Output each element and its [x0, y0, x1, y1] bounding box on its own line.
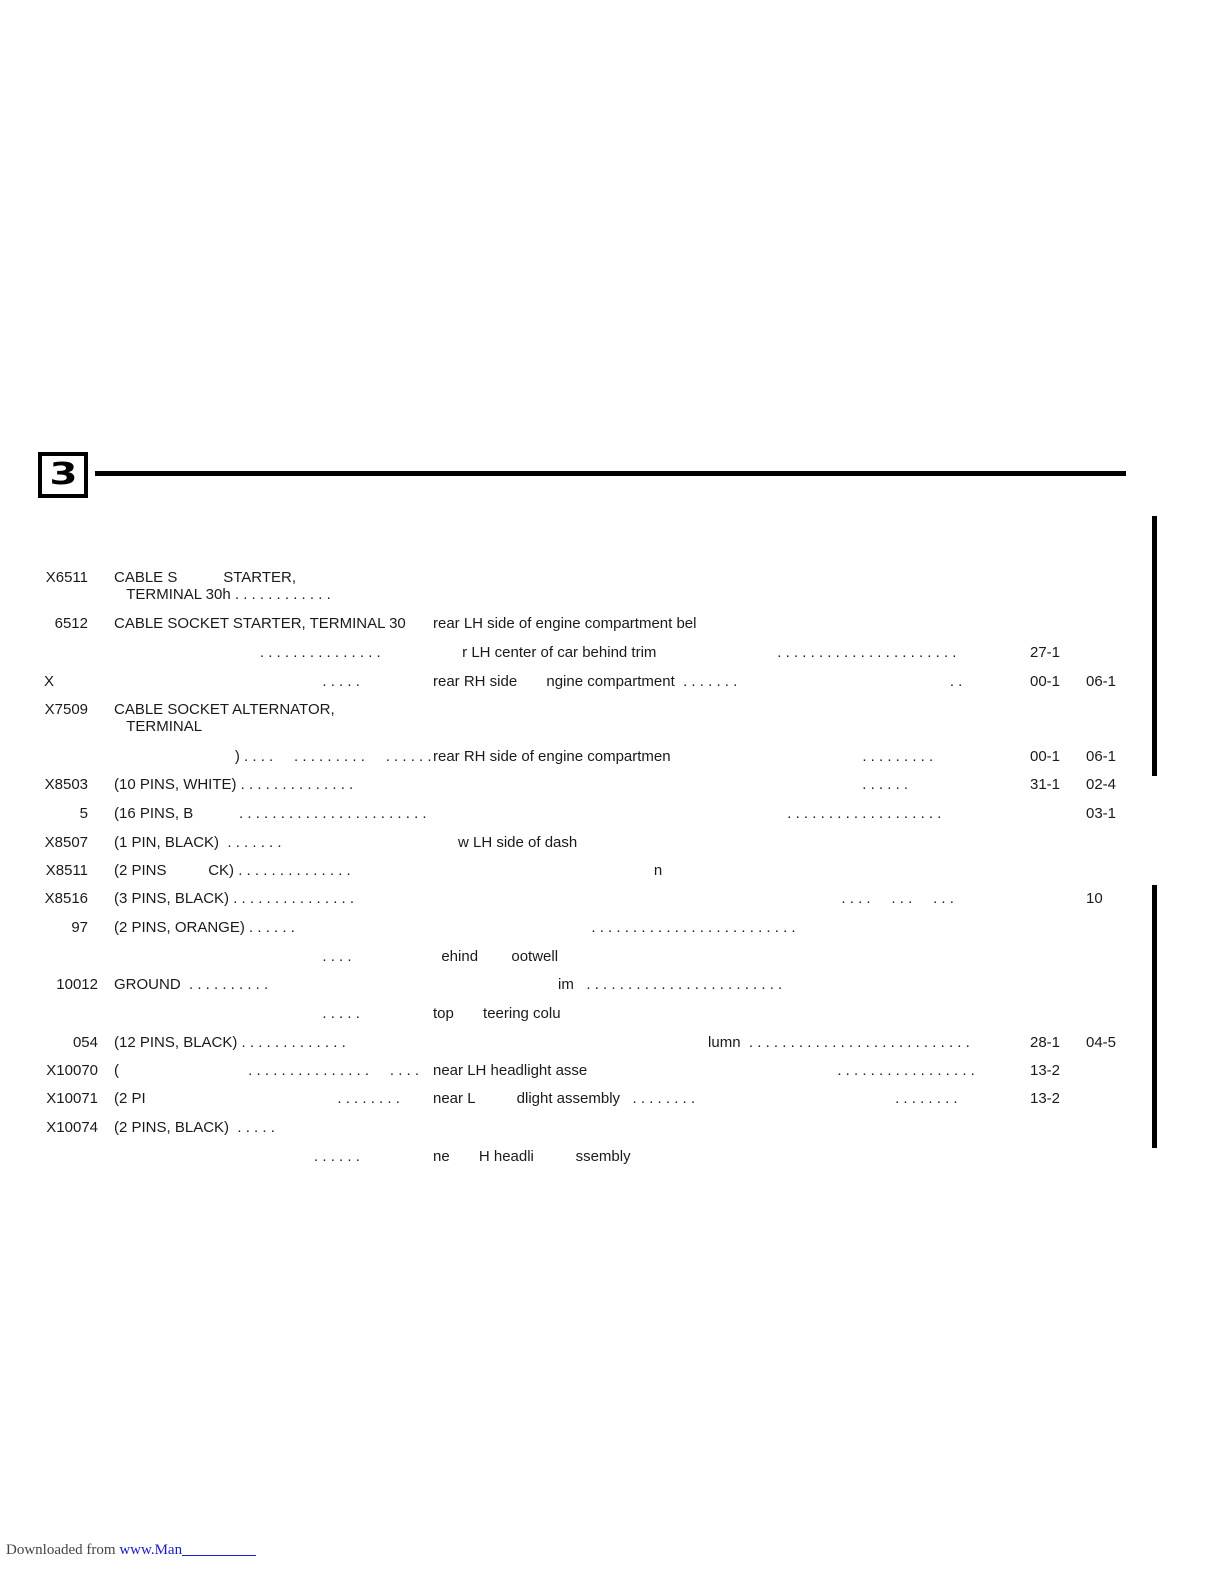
connector-code: X8503: [44, 776, 88, 793]
connector-description: (2 PINS CK) . . . . . . . . . . . . . .: [114, 862, 351, 879]
diagram-ref-2: 06-1: [1086, 673, 1117, 690]
diagram-ref-1: 13-2: [1030, 1062, 1061, 1079]
connector-location: n: [433, 862, 663, 879]
connector-location: lumn . . . . . . . . . . . . . . . . . . . . . . . . . . .: [433, 1034, 970, 1051]
connector-code: X8516: [44, 890, 88, 907]
diagram-ref-2: 03-1: [1086, 805, 1117, 822]
connector-location: near L dlight assembly . . . . . . . . . . . . . . . .: [433, 1090, 958, 1107]
connector-description: TERMINAL: [114, 718, 203, 735]
connector-code: X: [43, 673, 54, 690]
connector-code: X8507: [44, 834, 88, 851]
diagram-ref-1: 13-2: [1030, 1090, 1061, 1107]
connector-location: rear RH side of engine compartmen . . . . . . . . .: [433, 748, 934, 765]
connector-description: (3 PINS, BLACK) . . . . . . . . . . . . . . .: [114, 890, 355, 907]
connector-description: (2 PINS, BLACK) . . . . .: [114, 1119, 275, 1136]
connector-description: . . . . . .: [114, 1148, 360, 1165]
connector-location: r LH center of car behind trim . . . . . . . . . . . . . . . . . . . . . .: [433, 644, 957, 661]
connector-code: X10074: [46, 1119, 98, 1136]
connector-location: . . . . . . . . . . . . . . . . . . . . . . . . .: [433, 919, 796, 936]
diagram-ref-1: 28-1: [1030, 1034, 1061, 1051]
diagram-ref-2: 10: [1086, 890, 1103, 907]
connector-location: . . . . . .: [433, 776, 909, 793]
connector-description: (10 PINS, WHITE) . . . . . . . . . . . . . .: [114, 776, 354, 793]
connector-location: near LH headlight asse . . . . . . . . . . . . . . . . .: [433, 1062, 975, 1079]
connector-location: rear RH side ngine compartment . . . . . . . . .: [433, 673, 963, 690]
diagram-ref-1: 31-1: [1030, 776, 1061, 793]
connector-description: (1 PIN, BLACK) . . . . . . .: [114, 834, 282, 851]
connector-description: . . . . . . . . . . . . . . .: [114, 644, 381, 661]
connector-location: ne H headli ssembly: [433, 1148, 631, 1165]
connector-location: im . . . . . . . . . . . . . . . . . . . . . . . .: [433, 976, 783, 993]
header-rule: [95, 471, 1126, 476]
connector-description: . . . .: [114, 948, 352, 965]
connector-code: X6511: [45, 569, 88, 586]
footer-link[interactable]: www.Man: [119, 1542, 183, 1558]
connector-description: (12 PINS, BLACK) . . . . . . . . . . . . .: [114, 1034, 346, 1051]
margin-bar-top: [1152, 516, 1157, 776]
connector-code: 054: [72, 1034, 98, 1051]
diagram-ref-1: 27-1: [1030, 644, 1061, 661]
section-number: 3: [48, 457, 78, 492]
connector-location: . . . . . . . . . . . . . . . . . . .: [433, 805, 942, 822]
connector-location: ehind ootwell: [433, 948, 559, 965]
connector-description: . . . . .: [114, 673, 360, 690]
connector-location: w LH side of dash: [433, 834, 578, 851]
connector-code: X8511: [45, 862, 88, 879]
connector-description: GROUND . . . . . . . . . .: [114, 976, 269, 993]
connector-code: 5: [79, 805, 88, 822]
connector-code: 6512: [54, 615, 88, 632]
connector-code: X10070: [46, 1062, 98, 1079]
diagram-ref-1: 00-1: [1030, 748, 1061, 765]
connector-description: . . . . .: [114, 1005, 360, 1022]
connector-description: ) . . . . . . . . . . . . . . . . . . .: [114, 748, 432, 765]
connector-description: CABLE S STARTER,: [114, 569, 296, 586]
connector-description: ( . . . . . . . . . . . . . . . . . . .: [114, 1062, 420, 1079]
connector-location: top teering colu: [433, 1005, 561, 1022]
connector-location: . . . . . . . . . .: [433, 890, 954, 907]
connector-description: CABLE SOCKET ALTERNATOR,: [114, 701, 335, 718]
diagram-ref-2: 06-1: [1086, 748, 1117, 765]
connector-description: (16 PINS, B . . . . . . . . . . . . . . . . . . . . . . .: [114, 805, 427, 822]
diagram-ref-1: 00-1: [1030, 673, 1061, 690]
margin-bar-bottom: [1152, 885, 1157, 1148]
connector-code: 97: [71, 919, 88, 936]
diagram-ref-2: 04-5: [1086, 1034, 1117, 1051]
footer-link-underline: [182, 1555, 256, 1556]
footer-prefix: Downloaded from: [6, 1542, 120, 1558]
connector-code: 10012: [56, 976, 98, 993]
connector-code: X10071: [46, 1090, 98, 1107]
connector-description: (2 PI . . . . . . . .: [114, 1090, 400, 1107]
connector-location: rear LH side of engine compartment bel: [433, 615, 697, 632]
connector-code: X7509: [44, 701, 88, 718]
connector-description: (2 PINS, ORANGE) . . . . . .: [114, 919, 295, 936]
connector-description: CABLE SOCKET STARTER, TERMINAL 30: [114, 615, 406, 632]
diagram-ref-2: 02-4: [1086, 776, 1117, 793]
connector-description: TERMINAL 30h . . . . . . . . . . . .: [114, 586, 331, 603]
download-footer: [6, 1542, 256, 1559]
section-badge: [38, 452, 88, 498]
